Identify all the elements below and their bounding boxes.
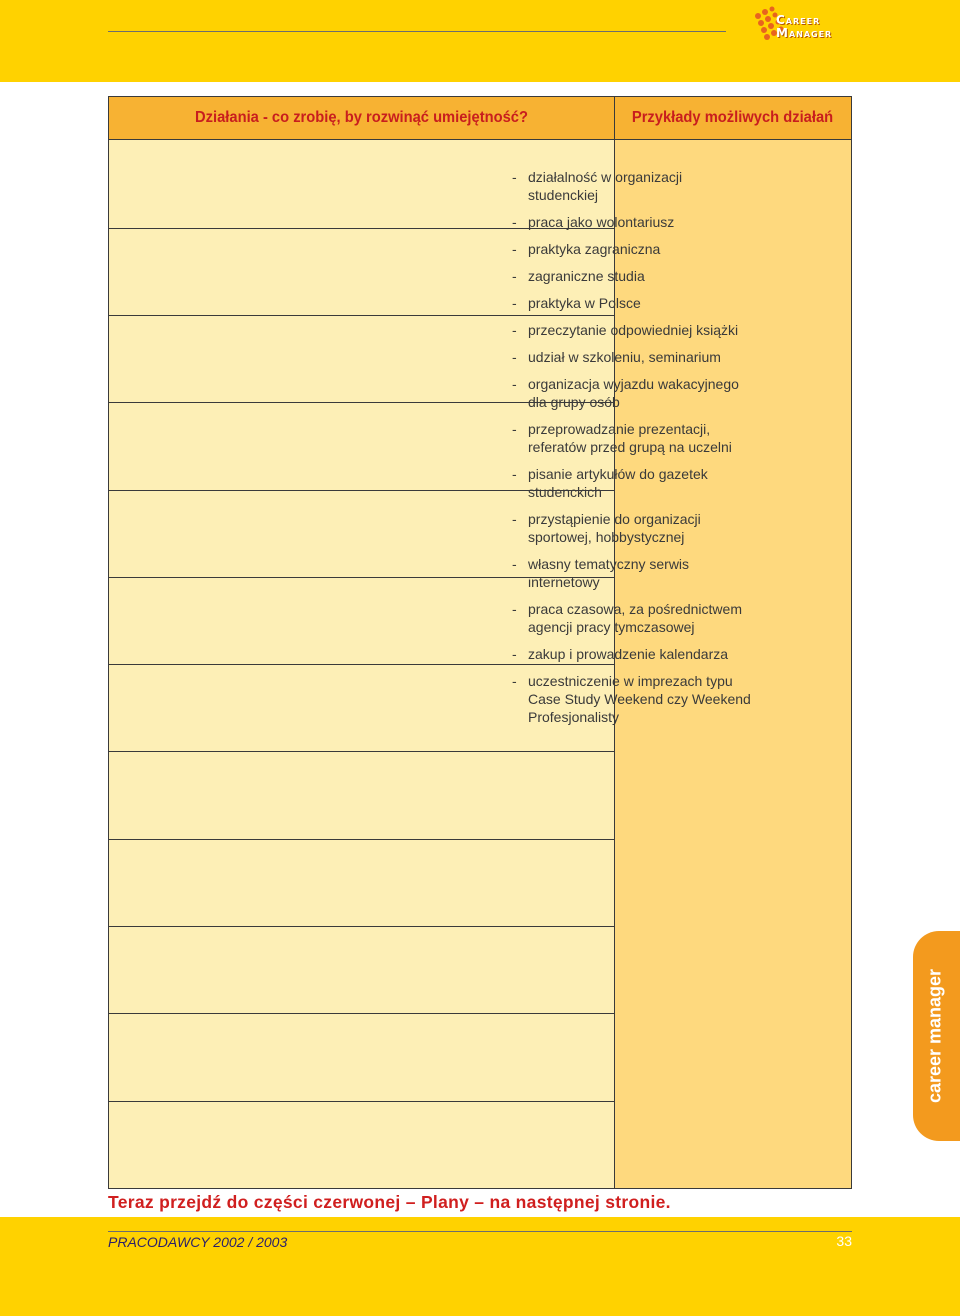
list-item: - uczestniczenie w imprezach typu Case Study Weekend czy Weekend Profesjonalisty [512,672,752,726]
list-item: - zakup i prowadzenie kalendarza [512,645,752,663]
logo-text [776,14,832,40]
list-item: - praca jako wolontariusz [512,213,752,231]
logo-line-2: Manager [776,26,833,40]
column-header-actions: Działania - co zrobię, by rozwinąć umiejętność? [195,109,528,126]
page-number: 33 [836,1233,852,1249]
examples-list [512,168,752,735]
table-header-row [109,97,851,140]
list-item: - udział w szkoleniu, seminarium [512,348,752,366]
next-section-callout: Teraz przejdź do części czerwonej – Plany – na następnej stronie. [108,1192,671,1212]
list-item: - przeczytanie odpowiedniej książki [512,321,752,339]
row-divider [109,751,614,752]
list-item: - przeprowadzanie prezentacji, referatów przed grupą na uczelni [512,420,752,456]
footer-publication-title: PRACODAWCY 2002 / 2003 [108,1234,288,1250]
row-divider [109,839,614,840]
list-item: - przystąpienie do organizacji sportowej, hobbystycznej [512,510,752,546]
list-item: - organizacja wyjazdu wakacyjnego dla grupy osób [512,375,752,411]
list-item: - zagraniczne studia [512,267,752,285]
row-divider [109,1101,614,1102]
column-header-examples: Przykłady możliwych działań [631,109,834,126]
header-rule [108,31,726,32]
career-manager-logo [752,6,862,46]
list-item: - własny tematyczny serwis internetowy [512,555,752,591]
row-divider [109,1013,614,1014]
list-item: - pisanie artykułów do gazetek studenckich [512,465,752,501]
list-item: - praktyka w Polsce [512,294,752,312]
row-divider [109,926,614,927]
footer-rule [108,1231,852,1232]
list-item: - praca czasowa, za pośrednictwem agencji pracy tymczasowej [512,600,752,636]
list-item: - działalność w organizacji studenckiej [512,168,752,204]
list-item: - praktyka zagraniczna [512,240,752,258]
logo-line-1: Career [776,13,821,27]
side-tab-label: career manager [924,968,945,1104]
